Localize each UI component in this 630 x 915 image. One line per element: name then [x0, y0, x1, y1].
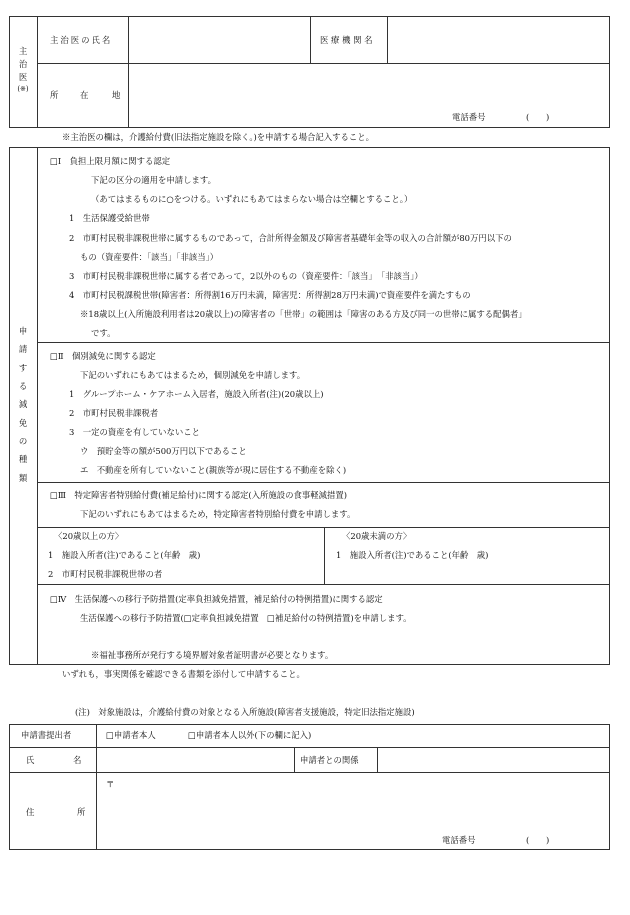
name-char: 氏 [26, 755, 35, 765]
side-char: の [18, 435, 28, 446]
block2-divider [37, 482, 610, 483]
relation-divider-left [294, 747, 295, 772]
submitter-name-value[interactable] [98, 749, 292, 770]
block3-left-item1: 1 施設入所者(注)であること(年齢 歳) [48, 550, 201, 560]
institution-value[interactable] [389, 18, 608, 62]
block2-item1: 1 グループホーム・ケアホーム入居者，施設入所者(注)(20歳以上) [69, 389, 324, 399]
block1-item3[interactable]: 3 市町村民税非課税世帯に属する者であって，2以外のもの（資産要件：「該当」 「非該当」） [69, 271, 423, 281]
block3-line1: 下記のいずれにもあてはまるため，特定障害者特別給付費を申請します。 [80, 509, 356, 519]
block3-left-title: 〈20歳以上の方〉 [54, 531, 124, 541]
block3-heading[interactable]: □Ⅲ 特定障害者特別給付費(補足給付)に関する認定(入所施設の食事軽減措置) [50, 490, 348, 500]
block2-item3: 3 一定の資産を有していないこと [69, 427, 200, 437]
relation-label: 申請者との関係 [300, 755, 359, 765]
addr-char: 地 [112, 90, 121, 100]
block1-note-a: ※18歳以上(入所施設利用者は20歳以上)の障害者の「世帯」の範囲は「障害のある方及び同一の世帯に属する配偶者」 [80, 309, 527, 319]
block4-heading[interactable]: □Ⅳ 生活保護への移行予防措置(定率負担減免措置，補足給付の特例措置)に関する認定 [50, 594, 383, 604]
block3-age-divider [324, 527, 325, 584]
side-char: (※) [17, 85, 29, 94]
reduction-section [9, 147, 610, 665]
addr-char: 所 [50, 90, 59, 100]
doctor-name-value[interactable] [130, 18, 308, 62]
name-char: 名 [73, 755, 82, 765]
institution-label: 医 療 機 関 名 [320, 35, 373, 45]
side-char: る [18, 380, 28, 391]
side-char: 種 [18, 454, 28, 465]
side-char: 請 [18, 344, 28, 355]
block1-item2b: もの（資産要件：「該当」「非該当」） [80, 252, 219, 262]
block1-heading[interactable]: □Ⅰ 負担上限月額に関する認定 [50, 156, 171, 166]
block3-right-title: 〈20歳未満の方〉 [342, 531, 412, 541]
block1-note-b: です。 [91, 328, 116, 338]
submitter-label: 申請書提出者 [21, 730, 72, 740]
reduction-side-divider [37, 147, 38, 665]
submitter-option-self[interactable]: □申請者本人 [106, 730, 156, 740]
submitter-label-divider [96, 724, 97, 850]
block3-right-item1: 1 施設入所者(注)であること(年齢 歳) [336, 550, 489, 560]
doctor-label-divider [128, 16, 129, 128]
submitter-phone-parens[interactable]: ( ) [526, 835, 550, 845]
block3-divider [37, 584, 610, 585]
block2-line1: 下記のいずれにもあてはまるため，個別減免を申請します。 [80, 370, 306, 380]
doctor-side-label [17, 45, 29, 95]
doctor-row-divider [37, 63, 610, 64]
relation-value[interactable] [379, 749, 608, 770]
doctor-phone-parens[interactable]: ( ) [526, 112, 550, 122]
doctor-section-note: ※主治医の欄は，介護給付費(旧法指定施設を除く。)を申請する場合記入すること。 [62, 132, 375, 142]
block2-item2: 2 市町村民税非課税者 [69, 408, 159, 418]
submitter-row2-divider [9, 772, 610, 773]
addr-char: 在 [80, 90, 89, 100]
addr-char: 住 [26, 807, 35, 817]
reduction-footer-note: いずれも，事実関係を確認できる書類を添付して申請すること。 [62, 669, 305, 679]
block1-line1: 下記の区分の適用を申請します。 [91, 175, 216, 185]
facility-note: (注) 対象施設は，介護給付費の対象となる入所施設(障害者支援施設，特定旧法指定施設) [75, 707, 415, 717]
doctor-phone-label: 電話番号 [452, 112, 486, 122]
doctor-address-value[interactable] [130, 66, 608, 108]
side-char: 治 [18, 59, 28, 70]
addr-char: 所 [77, 807, 86, 817]
side-char: 類 [18, 472, 28, 483]
relation-divider-right [377, 747, 378, 772]
block1-divider [37, 342, 610, 343]
institution-divider-left [310, 16, 311, 63]
block1-item4[interactable]: 4 市町村民税課税世帯(障害者：所得割16万円未満，障害児：所得割28万円未満)で資産要件を満たすもの [69, 290, 471, 300]
block2-heading[interactable]: □Ⅱ 個別減免に関する認定 [50, 351, 156, 361]
block2-item-u: ウ 預貯金等の額が500万円以下であること [80, 446, 247, 456]
submitter-option-other[interactable]: □申請者本人以外(下の欄に記入) [188, 730, 312, 740]
doctor-side-divider [37, 16, 38, 128]
submitter-address-value[interactable] [118, 775, 608, 825]
doctor-name-label: 主治医の氏名 [50, 35, 113, 45]
reduction-side-label [17, 322, 29, 487]
side-char: 減 [18, 399, 28, 410]
side-char: 主 [18, 46, 28, 56]
side-char: す [18, 362, 28, 373]
submitter-row1-divider [9, 747, 610, 748]
block1-item2a[interactable]: 2 市町村民税非課税世帯に属するものであって，合計所得金額及び障害者基礎年金等の収入の合計額が80万円以下の [69, 233, 512, 243]
submitter-phone-label: 電話番号 [442, 835, 476, 845]
side-char: 申 [18, 326, 28, 336]
block3-left-item2: 2 市町村民税非課税世帯の者 [48, 569, 163, 579]
block2-item-e: エ 不動産を所有していないこと(親族等が現に居住する不動産を除く) [80, 465, 347, 475]
institution-divider-right [387, 16, 388, 63]
block1-item1[interactable]: 1 生活保護受給世帯 [69, 213, 150, 223]
side-char: 免 [18, 417, 28, 428]
block1-line2: （あてはまるものに○をつける。いずれにもあてはまらない場合は空欄とすること。） [91, 194, 413, 204]
postal-mark: 〒 [106, 779, 115, 789]
side-char: 医 [18, 72, 28, 83]
block4-note: ※福祉事務所が発行する境界層対象者証明書が必要となります。 [91, 650, 334, 660]
block4-line1[interactable]: 生活保護への移行予防措置(□定率負担減免措置 □補足給付の特例措置)を申請します。 [80, 613, 412, 623]
